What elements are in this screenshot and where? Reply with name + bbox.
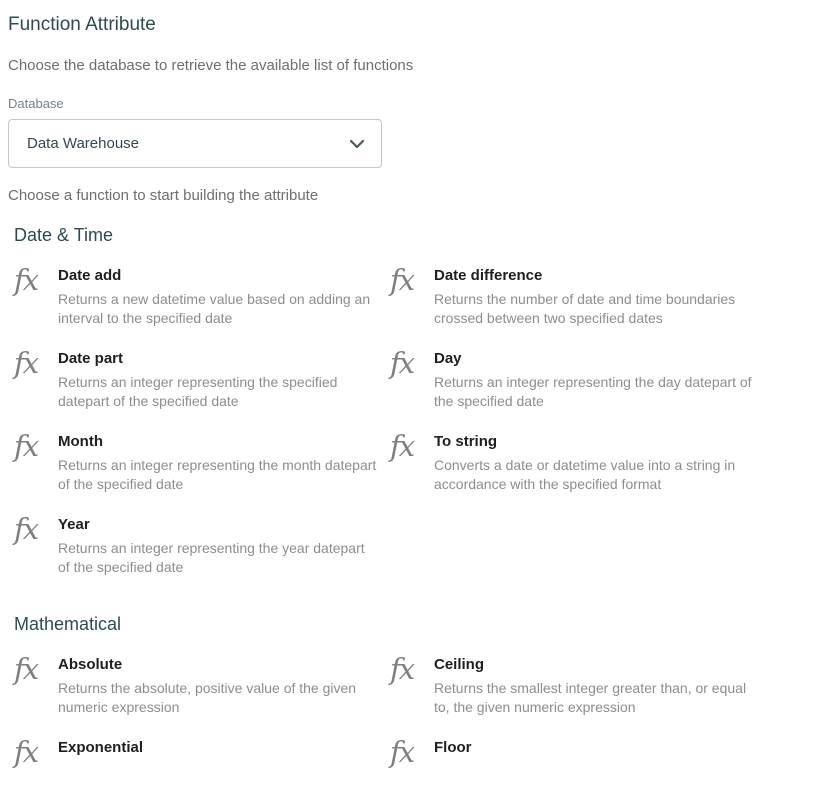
fx-icon: fx (14, 429, 38, 463)
function-name: Absolute (58, 656, 123, 673)
function-description: Returns the absolute, positive value of the given numeric expression (58, 680, 357, 715)
function-name: Ceiling (434, 656, 485, 673)
function-description: Returns an integer representing the month datepart of the specified date (58, 457, 377, 492)
function-item[interactable] (390, 346, 766, 411)
function-name: Exponential (58, 739, 144, 756)
function-section (14, 225, 825, 598)
function-item[interactable] (14, 512, 390, 577)
function-text (58, 349, 380, 411)
function-name: To string (434, 433, 498, 450)
function-item[interactable] (390, 263, 766, 328)
function-text (58, 266, 380, 328)
function-description: Returns the number of date and time boundaries crossed between two specified dates (434, 291, 736, 326)
function-item[interactable] (390, 735, 766, 769)
function-description: Returns the smallest integer greater than, or equal to, the given numeric expression (434, 680, 747, 715)
function-name: Date part (58, 350, 124, 367)
function-section (14, 614, 825, 787)
section-title: Date & Time (14, 225, 114, 245)
fx-icon: fx (390, 346, 414, 380)
function-item[interactable] (14, 429, 390, 494)
database-selected-value: Data Warehouse (27, 135, 140, 152)
function-text (434, 266, 756, 328)
function-name: Year (58, 516, 90, 533)
choose-function-label: Choose a function to start building the attribute (8, 187, 319, 204)
function-description: Converts a date or datetime value into a string in accordance with the specified format (434, 457, 736, 492)
function-name: Floor (434, 739, 472, 756)
chevron-down-icon (349, 139, 365, 149)
function-name: Day (434, 350, 462, 367)
database-select[interactable] (8, 119, 382, 168)
function-text (58, 655, 380, 717)
function-text (434, 349, 756, 411)
function-description: Returns an integer representing the year datepart of the specified date (58, 540, 365, 575)
page-title: Function Attribute (8, 14, 156, 35)
function-item[interactable] (390, 429, 766, 494)
fx-icon: fx (390, 263, 414, 297)
function-text (434, 655, 756, 717)
database-label: Database (8, 96, 64, 111)
fx-icon: fx (14, 652, 38, 686)
function-text (58, 738, 380, 762)
function-item[interactable] (390, 652, 766, 717)
fx-icon: fx (390, 735, 414, 769)
function-text (434, 738, 756, 762)
function-sections (14, 225, 825, 787)
fx-icon: fx (14, 512, 38, 546)
function-text (58, 432, 380, 494)
fx-icon: fx (390, 429, 414, 463)
function-description: Returns an integer representing the day datepart of the specified date (434, 374, 752, 409)
function-name: Date add (58, 267, 122, 284)
function-item[interactable] (14, 735, 390, 769)
function-name: Date difference (434, 267, 543, 284)
fx-icon: fx (14, 346, 38, 380)
database-subtitle: Choose the database to retrieve the available list of functions (8, 57, 414, 74)
function-description: Returns an integer representing the specified datepart of the specified date (58, 374, 338, 409)
function-item[interactable] (14, 652, 390, 717)
function-grid (14, 652, 825, 787)
function-description: Returns a new datetime value based on adding an interval to the specified date (58, 291, 371, 326)
function-grid (14, 263, 825, 598)
function-item[interactable] (14, 263, 390, 328)
fx-icon: fx (390, 652, 414, 686)
function-text (58, 515, 380, 577)
function-item[interactable] (14, 346, 390, 411)
fx-icon: fx (14, 263, 38, 297)
fx-icon: fx (14, 735, 38, 769)
function-text (434, 432, 756, 494)
section-title: Mathematical (14, 614, 122, 634)
function-name: Month (58, 433, 103, 450)
